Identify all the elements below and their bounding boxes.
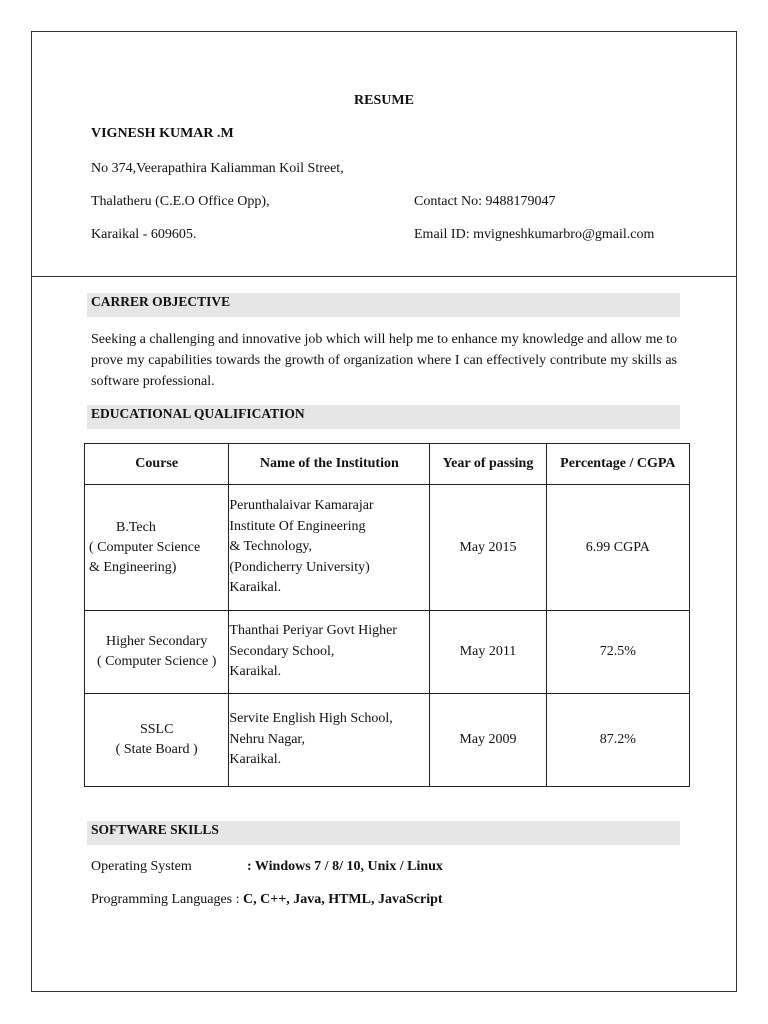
score-cell: 87.2% [546,694,689,787]
email-id: Email ID: mvigneshkumarbro@gmail.com [414,227,655,242]
year-cell: May 2011 [430,611,546,694]
table-row [85,485,690,611]
column-header-course: Course [85,444,229,485]
skill-programming-languages [91,892,443,908]
table-header-row [85,444,690,485]
contact-number: Contact No: 9488179047 [414,194,556,209]
institution-line: Institute Of Engineering [229,518,366,534]
score-cell: 72.5% [546,611,689,694]
table-row [85,611,690,694]
education-table [84,443,690,787]
year-cell: May 2015 [430,485,546,611]
institution-line: & Technology, [229,539,313,555]
skill-label: Programming Languages : [91,892,244,907]
course-cell [85,611,229,694]
header-divider [31,276,737,277]
objective-heading: CARRER OBJECTIVE [87,293,680,317]
education-heading: EDUCATIONAL QUALIFICATION [87,405,680,429]
course-line: ( Computer Science [89,539,201,555]
institution-line: Karaikal. [229,752,282,768]
institution-cell [229,694,430,787]
column-header-institution: Name of the Institution [229,444,430,485]
course-line: ( State Board ) [115,742,198,757]
course-line: B.Tech [116,519,156,535]
course-line: ( Computer Science ) [97,654,217,669]
address-line-1: No 374,Veerapathira Kaliamman Koil Street, [91,161,344,176]
skill-operating-system [91,859,443,875]
course-cell [85,485,229,611]
institution-line: (Pondicherry University) [229,559,370,575]
institution-line: Karaikal. [229,664,282,680]
skill-value: : Windows 7 / 8/ 10, Unix / Linux [247,859,443,874]
skill-label: Operating System [91,859,192,874]
institution-line: Nehru Nagar, [229,731,306,747]
institution-cell [229,485,430,611]
year-cell: May 2009 [430,694,546,787]
institution-line: Servite English High School, [229,711,393,727]
score-cell: 6.99 CGPA [546,485,689,611]
table-row [85,694,690,787]
skill-value: C, C++, Java, HTML, JavaScript [243,892,443,907]
address-line-2: Thalatheru (C.E.O Office Opp), [91,194,270,209]
institution-line: Perunthalaivar Kamarajar [229,498,374,514]
skills-heading: SOFTWARE SKILLS [87,821,680,845]
column-header-year: Year of passing [430,444,546,485]
resume-title: RESUME [354,93,414,108]
candidate-name: VIGNESH KUMAR .M [91,126,234,141]
course-line: Higher Secondary [105,634,208,649]
course-line: & Engineering) [89,559,177,575]
course-cell [85,694,229,787]
column-header-score: Percentage / CGPA [546,444,689,485]
objective-text: Seeking a challenging and innovative job which will help me to enhance my knowledge and allow me to prove my capabilities towards the growth of organization where I can effectively contribute my skills as software professional. [91,332,677,389]
address-line-3: Karaikal - 609605. [91,227,197,242]
institution-cell [229,611,430,694]
institution-line: Secondary School, [229,643,335,659]
course-line: SSLC [139,722,174,737]
institution-line: Thanthai Periyar Govt Higher [229,623,397,639]
institution-line: Karaikal. [229,580,282,596]
